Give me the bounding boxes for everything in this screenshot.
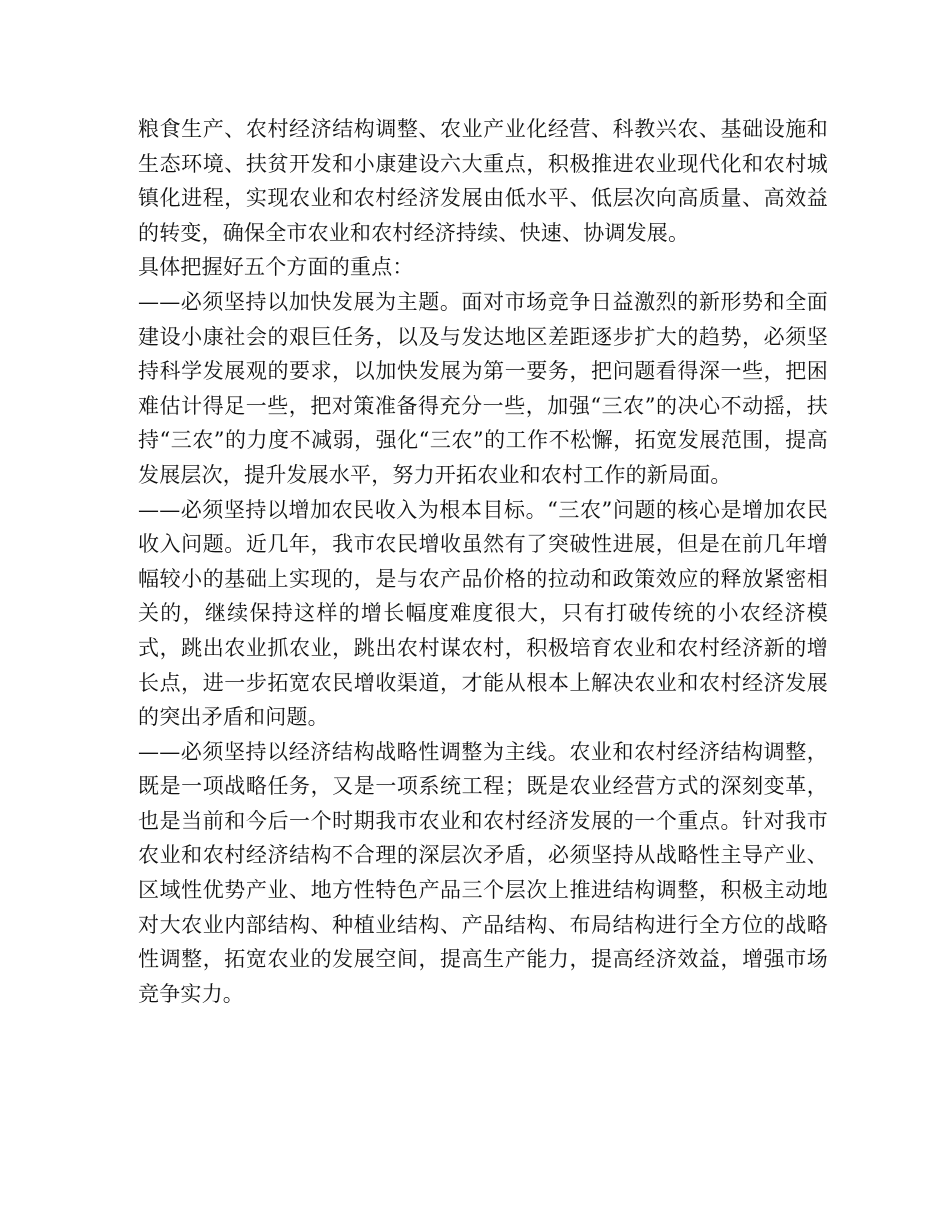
paragraph-1: 粮食生产、农村经济结构调整、农业产业化经营、科教兴农、基础设施和生态环境、扶贫开发和小康建设六大重点，积极推进农业现代化和农村城镇化进程，实现农业和农村经济发展由低水平、低层次向高质量、高效益的转变，确保全市农业和农村经济持续、快速、协调发展。 xyxy=(138,117,828,245)
paragraph-2: 具体把握好五个方面的重点： xyxy=(138,255,414,280)
document-body xyxy=(138,112,828,1011)
paragraph-4: ——必须坚持以增加农民收入为根本目标。“三农”问题的核心是增加农民收入问题。近几年，我市农民增收虽然有了突破性进展，但是在前几年增幅较小的基础上实现的，是与农产品价格的拉动和政策效应的释放紧密相关的，继续保持这样的增长幅度难度很大，只有打破传统的小农经济模式，跳出农业抓农业，跳出农村谋农村，积极培育农业和农村经济新的增长点，进一步拓宽农民增收渠道，才能从根本上解决农业和农村经济发展的突出矛盾和问题。 xyxy=(138,497,828,730)
paragraph-5: ——必须坚持以经济结构战略性调整为主线。农业和农村经济结构调整，既是一项战略任务，又是一项系统工程；既是农业经营方式的深刻变革，也是当前和今后一个时期我市农业和农村经济发展的一个重点。针对我市农业和农村经济结构不合理的深层次矛盾，必须坚持从战略性主导产业、区域性优势产业、地方性特色产品三个层次上推进结构调整，积极主动地对大农业内部结构、种植业结构、产品结构、布局结构进行全方位的战略性调整，拓宽农业的发展空间，提高生产能力，提高经济效益，增强市场竞争实力。 xyxy=(138,739,828,1006)
paragraph-3: ——必须坚持以加快发展为主题。面对市场竞争日益激烈的新形势和全面建设小康社会的艰巨任务，以及与发达地区差距逐步扩大的趋势，必须坚持科学发展观的要求，以加快发展为第一要务，把问题看得深一些，把困难估计得足一些，把对策准备得充分一些，加强“三农”的决心不动摇，扶持“三农”的力度不减弱，强化“三农”的工作不松懈，拓宽发展范围，提高发展层次，提升发展水平，努力开拓农业和农村工作的新局面。 xyxy=(138,289,828,487)
